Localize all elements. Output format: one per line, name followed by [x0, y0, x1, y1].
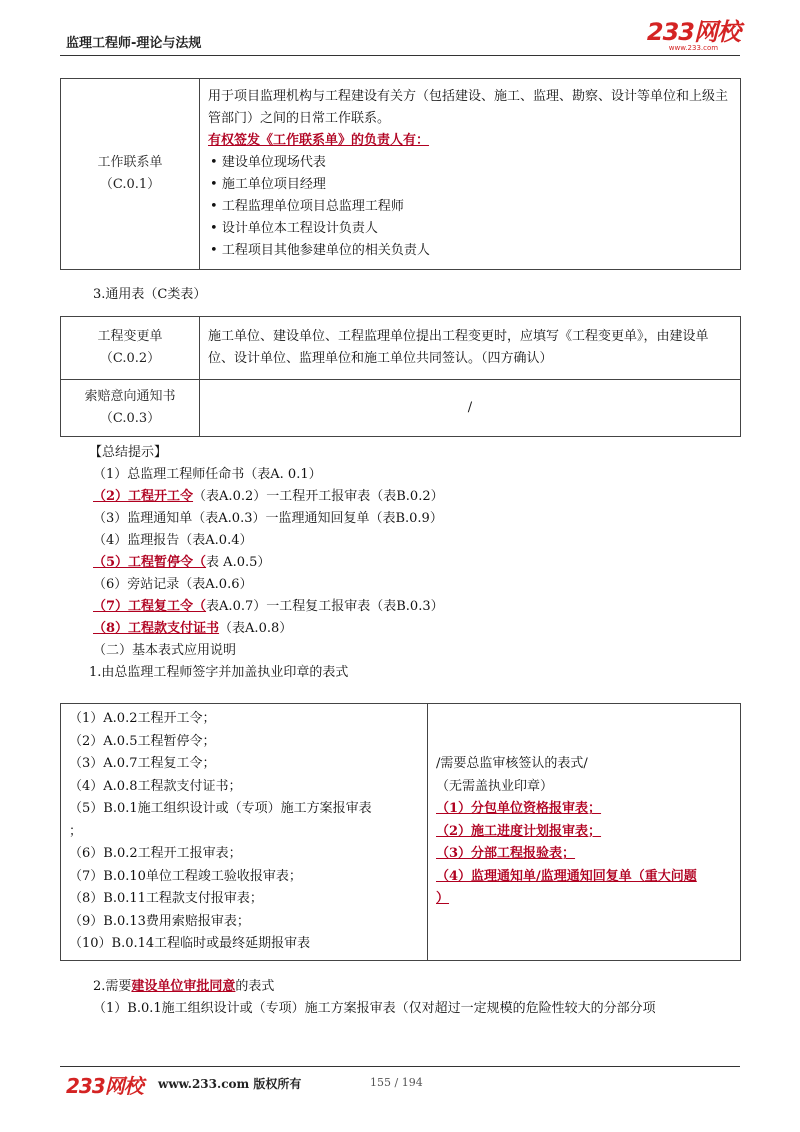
claim-notice-desc: / [200, 380, 741, 437]
summary-item-rest: 表A.0.7）一工程复工报审表（表B.0.3） [206, 599, 444, 614]
owner-approval-pre: 2.需要 [93, 979, 132, 994]
chief-review-right-cell [428, 704, 741, 961]
summary-item-highlight: （5）工程暂停令（ [93, 555, 207, 570]
summary-item-rest: 表 A.0.5） [206, 555, 271, 570]
summary-item-highlight: （7）工程复工令（ [93, 599, 207, 614]
chief-sign-item: （1）A.0.2工程开工令； [69, 711, 216, 727]
chief-sign-item: ； [69, 823, 83, 839]
header-title: 监理工程师-理论与法规 [66, 36, 202, 51]
chief-sign-table [60, 703, 741, 961]
footer-logo: 233网校 [66, 1074, 143, 1098]
chief-review-item: （4）监理通知单/监理通知回复单（重大问题 [436, 868, 697, 884]
summary-item [93, 486, 444, 508]
page-number: 155 / 194 [370, 1076, 423, 1089]
signer-item: • 设计单位本工程设计负责人 [208, 218, 732, 240]
signer-item: • 工程监理单位项目总监理工程师 [208, 196, 732, 218]
chief-sign-item: （3）A.0.7工程复工令； [69, 756, 216, 772]
change-order-name: 工程变更单 [97, 329, 163, 344]
summary-item-highlight: （2）工程开工令 [93, 489, 194, 504]
summary-block [89, 442, 444, 684]
change-order-name-cell [61, 317, 200, 380]
work-contact-table [60, 78, 741, 270]
work-contact-desc: 用于项目监理机构与工程建设有关方（包括建设、施工、监理、勘察、设计等单位和上级主管部门）之间的日常工作联系。 [208, 89, 729, 126]
header-logo-text: 233网校 [646, 18, 740, 46]
work-contact-signers-title: 有权签发《工作联系单》的负责人有： [208, 133, 430, 148]
work-contact-desc-cell [200, 79, 741, 270]
summary-item [93, 618, 444, 640]
chief-sign-item: （8）B.0.11工程款支付报审表； [69, 891, 263, 907]
footer-divider [60, 1066, 740, 1067]
after-block [93, 976, 656, 1020]
summary-item: （3）监理通知单（表A.0.3）一监理通知回复单（表B.0.9） [93, 511, 443, 526]
summary-item: （1）总监理工程师任命书（表A. 0.1） [93, 467, 322, 482]
section3-title: 3.通用表（C类表） [93, 287, 207, 302]
summary-item-highlight: （8）工程款支付证书 [93, 621, 220, 636]
summary-item [93, 596, 444, 618]
chief-review-item: （2）施工进度计划报审表； [436, 823, 602, 839]
signer-item: • 施工单位项目经理 [208, 174, 732, 196]
summary-item-rest: （表A.0.2）一工程开工报审表（表B.0.2） [193, 489, 444, 504]
chief-review-item: ） [436, 891, 450, 907]
chief-sign-item: （5）B.0.1施工组织设计或（专项）施工方案报审表 [69, 801, 372, 817]
chief-sign-item: （7）B.0.10单位工程竣工验收报审表； [69, 868, 302, 884]
chief-sign-item: （4）A.0.8工程款支付证书； [69, 778, 242, 794]
work-contact-name: 工作联系单 [97, 155, 163, 170]
claim-notice-name: 索赔意向通知书（C.0.3） [61, 380, 200, 437]
change-order-desc: 施工单位、建设单位、工程监理单位提出工程变更时，应填写《工程变更单》，由建设单位、设计单位、监理单位和施工单位共同签认。（四方确认） [200, 317, 741, 380]
chief-review-item: （3）分部工程报验表； [436, 846, 576, 862]
chief-sign-heading: 1.由总监理工程师签字并加盖执业印章的表式 [89, 665, 349, 680]
footer-site: www.233.com 版权所有 [158, 1077, 302, 1091]
owner-approval-post: 的表式 [235, 979, 275, 994]
chief-sign-item: （2）A.0.5工程暂停令； [69, 733, 216, 749]
chief-sign-left-cell [61, 704, 428, 961]
basic-forms-heading: （二）基本表式应用说明 [93, 643, 237, 658]
work-contact-name-cell [61, 79, 200, 270]
summary-item: （6）旁站记录（表A.0.6） [93, 577, 253, 592]
chief-sign-item: （9）B.0.13费用索赔报审表； [69, 913, 250, 929]
signer-item: • 工程项目其他参建单位的相关负责人 [208, 240, 732, 262]
header-logo [647, 20, 740, 52]
work-contact-code: （C.0.1） [99, 177, 161, 192]
chief-review-title: /需要总监审核签认的表式/ [436, 756, 588, 772]
general-forms-table [60, 316, 741, 437]
chief-review-sub: （无需盖执业印章） [436, 778, 554, 794]
summary-item-rest: （表A.0.8） [219, 621, 293, 636]
signer-item: • 建设单位现场代表 [208, 152, 732, 174]
owner-approval-item: （1）B.0.1施工组织设计或（专项）施工方案报审表（仅对超过一定规模的危险性较大的分部分项 [93, 1001, 656, 1016]
chief-sign-item: （6）B.0.2工程开工报审表； [69, 846, 242, 862]
summary-item: （4）监理报告（表A.0.4） [93, 533, 253, 548]
owner-approval-highlight: 建设单位审批同意 [131, 979, 236, 994]
owner-approval-heading [93, 976, 656, 998]
summary-title: 【总结提示】 [89, 445, 168, 460]
chief-sign-item: （10）B.0.14工程临时或最终延期报审表 [69, 936, 311, 952]
header-divider [60, 55, 740, 56]
change-order-code: （C.0.2） [99, 351, 161, 366]
header-logo-url: www.233.com [668, 44, 719, 52]
chief-review-item: （1）分包单位资格报审表； [436, 801, 602, 817]
summary-item [93, 552, 444, 574]
